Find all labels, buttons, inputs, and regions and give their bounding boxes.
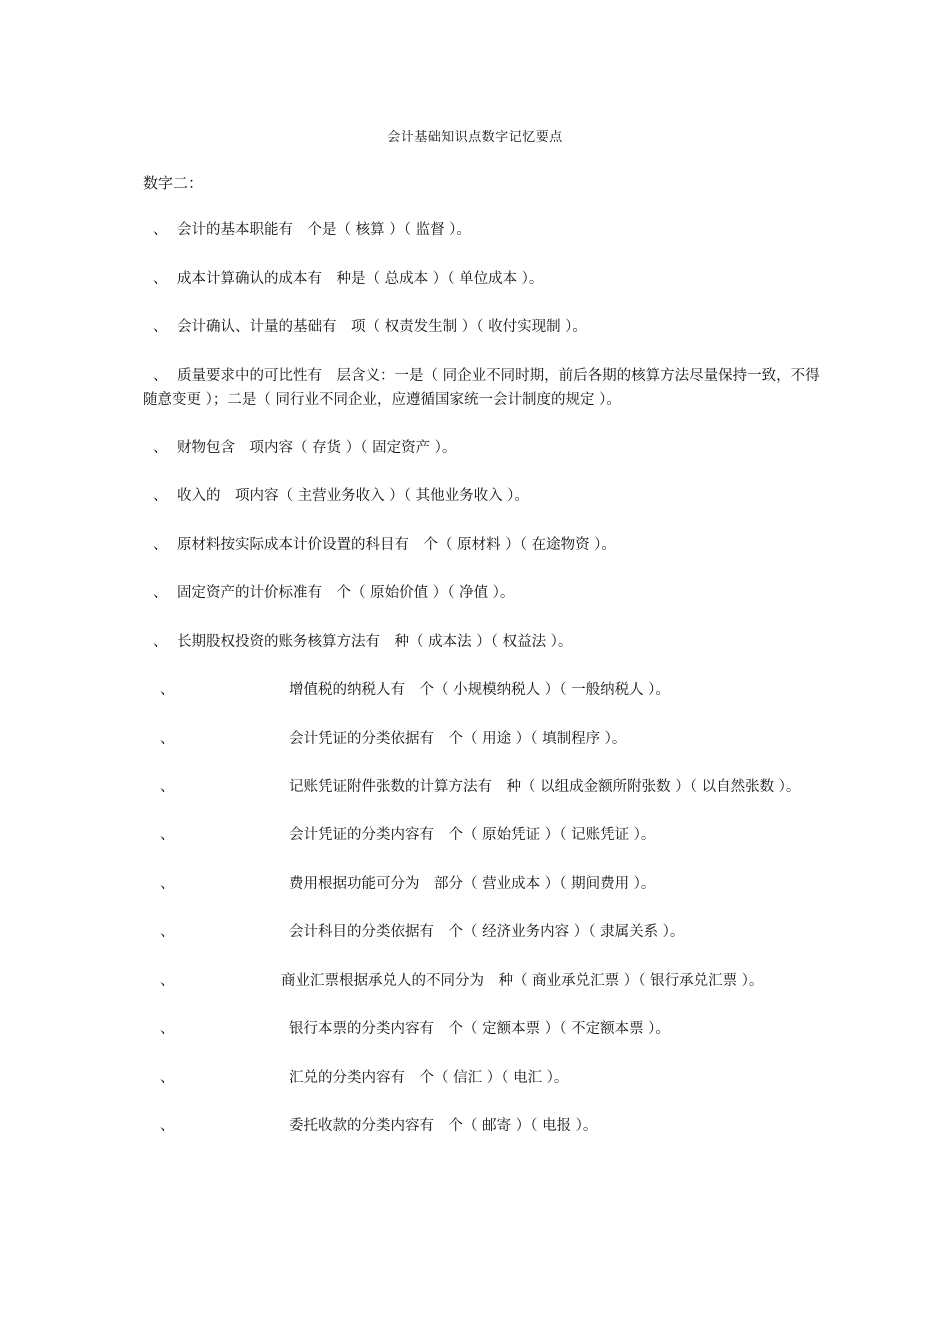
item-text: 会计凭证的分类内容有 个（ 原始凭证 ）（ 记账凭证 ）。 <box>289 827 656 843</box>
list-item <box>143 823 823 847</box>
numbered-list <box>143 218 823 1163</box>
item-text: 长期股权投资的账务核算方法有 种（ 成本法 ）（ 权益法 ）。 <box>177 633 573 650</box>
item-separator: 、 <box>160 972 175 989</box>
item-separator: 、 <box>160 1069 175 1086</box>
list-item <box>143 581 823 605</box>
list-item <box>143 969 823 993</box>
document-title: 会计基础知识点数字记忆要点 <box>387 130 563 145</box>
item-text: 委托收款的分类内容有 个（ 邮寄 ）（ 电报 ）。 <box>289 1118 598 1134</box>
list-item <box>143 727 823 751</box>
item-text: 商业汇票根据承兑人的不同分为 种（ 商业承兑汇票 ）（ 银行承兑汇票 ）。 <box>281 972 764 989</box>
item-text: 汇兑的分类内容有 个（ 信汇 ）（ 电汇 ）。 <box>289 1069 569 1086</box>
item-text: 会计科目的分类依据有 个（ 经济业务内容 ）（ 隶属关系 ）。 <box>289 924 685 940</box>
list-item <box>143 678 823 702</box>
item-text: 费用根据功能可分为 部分（ 营业成本 ）（ 期间费用 ）。 <box>289 875 656 892</box>
item-text: 会计凭证的分类依据有 个（ 用途 ）（ 填制程序 ）。 <box>289 730 627 747</box>
item-separator: 、 <box>153 439 168 456</box>
item-separator: 、 <box>153 222 168 238</box>
list-item <box>143 920 823 944</box>
list-item <box>143 436 823 460</box>
list-item <box>143 775 823 799</box>
item-separator: 、 <box>153 536 168 553</box>
item-separator: 、 <box>160 682 175 698</box>
list-item <box>143 1114 823 1138</box>
item-separator: 、 <box>153 367 168 384</box>
item-separator: 、 <box>160 875 175 892</box>
section-heading: 数字二： <box>143 174 204 192</box>
list-item <box>143 533 823 557</box>
item-text: 银行本票的分类内容有 个（ 定额本票 ）（ 不定额本票 ）。 <box>289 1021 670 1037</box>
item-separator: 、 <box>153 319 168 335</box>
item-text: 原材料按实际成本计价设置的科目有 个（ 原材料 ）（ 在途物资 ）。 <box>177 536 616 553</box>
item-separator: 、 <box>160 924 175 940</box>
item-separator: 、 <box>153 270 168 287</box>
item-separator: 、 <box>160 1021 175 1037</box>
list-item <box>143 315 823 339</box>
item-separator: 、 <box>153 488 168 504</box>
item-separator: 、 <box>153 585 168 601</box>
list-item <box>143 364 823 412</box>
item-separator: 、 <box>160 1118 175 1134</box>
list-item <box>143 872 823 896</box>
item-separator: 、 <box>160 827 175 843</box>
item-text: 增值税的纳税人有 个（ 小规模纳税人 ）（ 一般纳税人 ）。 <box>289 682 670 698</box>
list-item <box>143 218 823 242</box>
item-text: 财物包含 项内容（ 存货 ）（ 固定资产 ）。 <box>177 439 457 456</box>
item-text: 固定资产的计价标准有 个（ 原始价值 ）（ 净值 ）。 <box>177 585 515 601</box>
list-item <box>143 1017 823 1041</box>
item-text: 收入的 项内容（ 主营业务收入 ）（ 其他业务收入 ）。 <box>177 488 529 504</box>
list-item <box>143 484 823 508</box>
item-text: 会计确认、计量的基础有 项（ 权责发生制 ）（ 收付实现制 ）。 <box>177 319 587 335</box>
list-item <box>143 1066 823 1090</box>
item-separator: 、 <box>160 779 175 795</box>
item-text: 记账凭证附件张数的计算方法有 种（ 以组成金额所附张数 ）（ 以自然张数 ）。 <box>289 779 801 795</box>
item-separator: 、 <box>153 633 168 650</box>
list-item <box>143 630 823 654</box>
item-separator: 、 <box>160 730 175 747</box>
item-text: 成本计算确认的成本有 种是（ 总成本 ）（ 单位成本 ）。 <box>177 270 544 287</box>
item-text: 会计的基本职能有 个是（ 核算 ）（ 监督 ）。 <box>177 222 471 238</box>
item-text: 质量要求中的可比性有 层含义：一是（ 同企业不同时期，前后各期的核算方法尽量保持一致，不得随意变更 ）；二是（ 同行业不同企业，应遵循国家统一会计制度的规定 ）。 <box>143 367 820 408</box>
list-item <box>143 267 823 291</box>
